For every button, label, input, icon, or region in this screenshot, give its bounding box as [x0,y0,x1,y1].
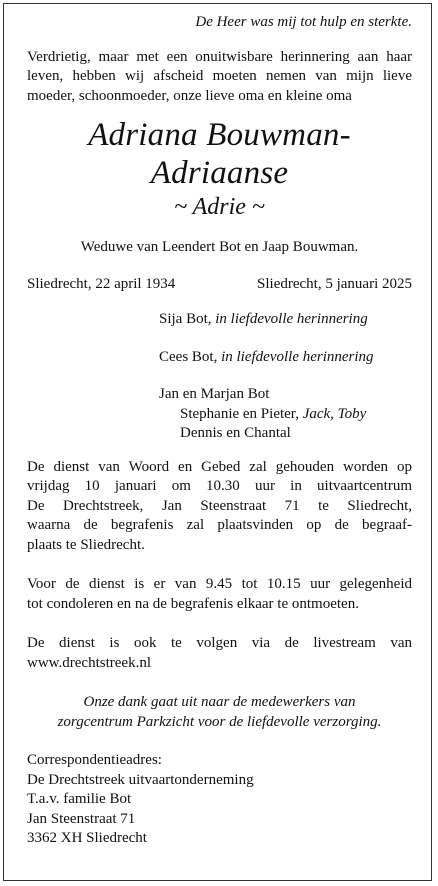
family-name: Sija Bot, [159,311,212,327]
livestream-details [27,634,412,673]
family-children: Jack, Toby [302,405,367,422]
family-list [159,310,412,444]
condolence-details [27,575,412,614]
family-member [159,348,412,368]
intro-text: Verdrietig, maar met een onuitwisbare herinnering aan haar leven, hebben wij afscheid moeten nemen van mijn lieve moeder, schoonmoeder, onze lieve oma en kleine oma [27,48,412,104]
family-member: Dennis en Chantal [180,425,291,441]
text-line: zorgcentrum Parkzicht voor de liefdevolle verzorging. [57,713,382,730]
text-line: vrijdag 10 januari om 10.30 uur in uitvaartcentrum [27,478,412,494]
correspondence-address [27,751,412,849]
livestream-url: www.drechtstreek.nl [27,654,151,671]
widow-of: Weduwe van Leendert Bot en Jaap Bouwman. [80,239,359,255]
text-line: De dienst is ook te volgen via de livestream van [27,635,412,651]
text-line: De dienst van Woord en Gebed zal gehouden worden op [27,458,412,475]
text-line: waarna de begrafenis zal plaatsvinden op de begraaf- [27,517,412,533]
deceased-nickname: ~ Adrie ~ [174,194,265,220]
family-name: Stephanie en Pieter, [180,405,299,422]
text-line: De Drechtstreek, Jan Steenstraat 71 te Sliedrecht, [27,497,412,514]
family-member [159,310,412,330]
family-note: in liefdevolle herinnering [221,348,374,365]
family-member: Jan en Marjan Bot [159,386,270,402]
motto: De Heer was mij tot hulp en sterkte. [195,14,412,30]
text-line: Onze dank gaat uit naar de medewerkers van [83,694,356,710]
family-member [180,405,412,425]
birth-date: Sliedrecht, 22 april 1934 [27,275,176,292]
address-label: Correspondentieadres: [27,752,162,768]
text-line: tot condoleren en na de begrafenis elkaar te ontmoeten. [27,595,359,612]
service-details [27,458,412,556]
family-name: Cees Bot, [159,348,218,365]
announcement-content [27,13,412,849]
death-date: Sliedrecht, 5 januari 2025 [257,275,412,292]
address-line: T.a.v. familie Bot [27,791,132,807]
address-line: 3362 XH Sliedrecht [27,830,147,846]
thanks-note [27,693,412,732]
text-line: plaats te Sliedrecht. [27,536,145,553]
life-dates [27,275,412,295]
address-line: De Drechtstreek uitvaartonderneming [27,771,254,788]
address-line: Jan Steenstraat 71 [27,810,136,827]
text-line: Voor de dienst is er van 9.45 tot 10.15 uur gelegenheid [27,576,412,592]
family-note: in liefdevolle herinnering [215,311,368,327]
deceased-name: Adriana Bouwman-Adriaanse [88,117,351,191]
